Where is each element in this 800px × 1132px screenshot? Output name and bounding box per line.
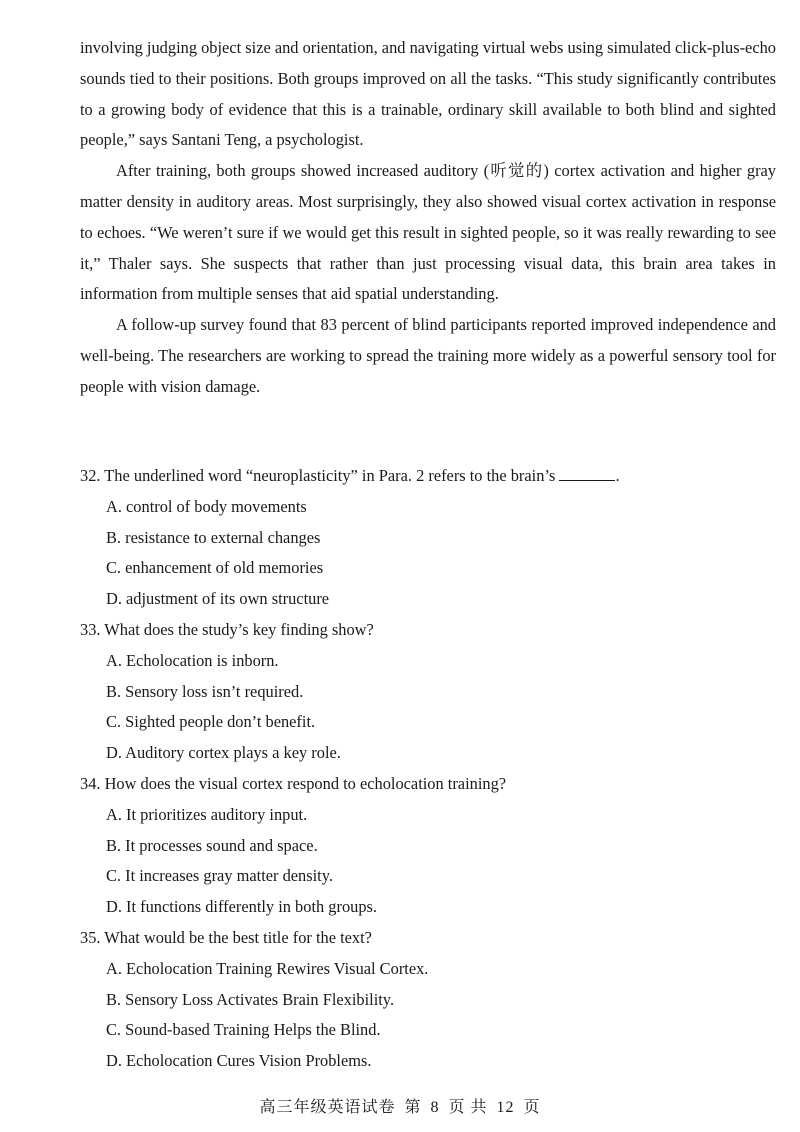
passage-paragraph-1: involving judging object size and orientation, and navigating virtual webs using simulated click-plus-echo sounds tied to their positions. Both groups improved on all the tasks. “This study significantly contributes to a growing body of evidence that this is a trainable, ordinary skill available to both blind and sighted people,” says Santani Teng, a psychologist. [80,38,776,150]
option-c: C. Sound-based Training Helps the Blind. [106,1020,381,1040]
passage-paragraph-3: A follow-up survey found that 83 percent of blind participants reported improved independence and well-being. The researchers are working to spread the training more widely as a powerful sensory tool for people with vision damage. [80,315,776,396]
option-d: D. It functions differently in both groups. [106,897,378,917]
option-d: D. adjustment of its own structure [106,589,330,609]
question-stem: 35. What would be the best title for the text? [80,927,372,947]
option-c: C. Sighted people don’t benefit. [106,712,316,732]
answer-blank [559,466,615,481]
option-c: C. enhancement of old memories [106,558,324,578]
option-list [80,646,776,769]
page-footer [0,1094,800,1117]
question-32 [80,461,776,615]
option-d: D. Echolocation Cures Vision Problems. [106,1051,372,1071]
reading-passage [80,33,776,403]
option-list [80,492,776,615]
question-stem-end: . [615,466,620,485]
page-prefix: 第 [404,1099,422,1116]
question-stem: 34. How does the visual cortex respond to echolocation training? [80,773,507,793]
option-a: A. Echolocation is inborn. [106,650,279,670]
option-d: D. Auditory cortex plays a key role. [106,743,341,763]
exam-name: 高三年级英语试卷 [259,1099,396,1116]
option-c: C. It increases gray matter density. [106,866,333,886]
option-a: A. Echolocation Training Rewires Visual Cortex. [106,958,429,978]
passage-paragraph-2: After training, both groups showed increased auditory (听觉的) cortex activation and higher gray matter density in auditory areas. Most surprisingly, they also showed visual cortex activation in response to echoes. “We weren’t sure if we would get this result in sighted people, so it was really rewarding to see it,” Thaler says. She suspects that rather than just processing visual data, this brain area takes in information from multiple senses that aid spatial understanding. [80,161,776,304]
option-b: B. resistance to external changes [106,527,321,547]
option-list [80,800,776,923]
question-stem: 33. What does the study’s key finding show? [80,619,374,639]
option-b: B. Sensory Loss Activates Brain Flexibility. [106,989,395,1009]
question-35 [80,923,776,1077]
question-34 [80,769,776,923]
question-33 [80,615,776,769]
option-b: B. Sensory loss isn’t required. [106,681,304,701]
option-a: A. It prioritizes auditory input. [106,804,308,824]
question-stem-text: 32. The underlined word “neuroplasticity” in Para. 2 refers to the brain’s [80,466,560,485]
page-suffix: 页 [523,1099,541,1116]
question-list [80,461,776,1077]
question-stem [80,461,776,492]
page-total: 12 [496,1099,515,1116]
option-list [80,954,776,1077]
page-mid: 页 共 [448,1099,488,1116]
page-number: 8 [430,1099,440,1116]
option-a: A. control of body movements [106,496,307,516]
option-b: B. It processes sound and space. [106,835,318,855]
